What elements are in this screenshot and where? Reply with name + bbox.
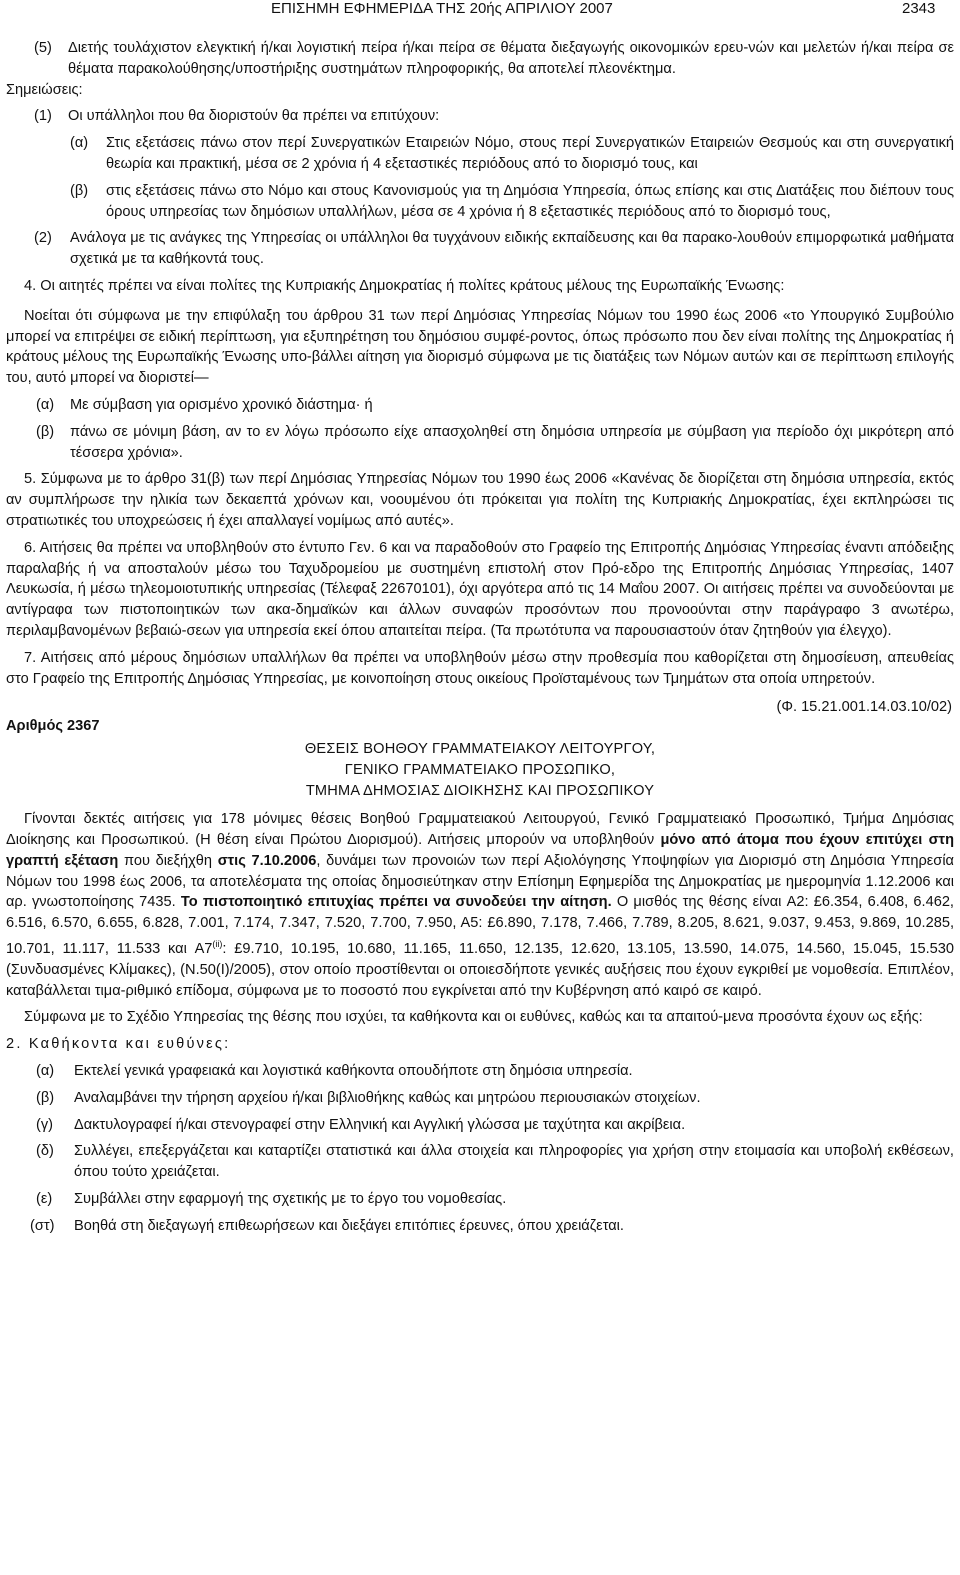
notice-p1-f: Το πιστοποιητικό επιτυχίας πρέπει να συνοδεύει την αίτηση. <box>180 894 612 911</box>
section-4-a <box>6 395 954 416</box>
notice-p1-h: : £9.710, 10.195, 10.680, 11.165, 11.650, 12.135, 12.620, 13.105, 13.590, 14.075, 14.560, 15.045, 15.530 (Συνδυασμένες Κλίμακες), (Ν.50(I)/2005), στον οποίο προστίθενται οι οποιεσδήποτε γενικές αυξήσεις που έχουν εγκριθεί με νομοθεσία. Επιπλέον, καταβάλλεται τιμα-ριθμικό επίδομα, σύμφωνα με το ποσοστό που εγκρίνεται από την Κυβέρνηση από καιρό σε καιρό. <box>6 940 954 999</box>
notice-p1-e: , δυνάμει των προνοιών των περί Αξιολόγησης Υποψηφίων για Διορισμό στη Δημόσια Υπηρεσία Νόμων του 1998 έως 2006, τα αποτελέσματα της οποίας δημοσιεύτηκαν στην Επίσημη Εφημερίδα της Δημοκρατίας με ημερομηνία 1.12.2006 και αρ. γνωστοποίησης 7435. <box>6 852 954 911</box>
notice-heading-line-1: ΘΕΣΕΙΣ ΒΟΗΘΟΥ ΓΡΑΜΜΑΤΕΙΑΚΟΥ ΛΕΙΤΟΥΡΓΟΥ, <box>304 740 656 757</box>
section-4-text: 4. Οι αιτητές πρέπει να είναι πολίτες της Κυπριακής Δημοκρατίας ή πολίτες κράτους μέλους της Ευρωπαϊκής Ένωσης: <box>24 277 785 294</box>
duties-list <box>6 1061 954 1237</box>
section-4-b-text: πάνω σε μόνιμη βάση, αν το εν λόγω πρόσωπο είχε απασχοληθεί στη δημόσια υπηρεσία με σύμβαση για περίοδο όχι μικρότερη από τέσσερα χρόνια». <box>70 423 954 461</box>
item-5 <box>6 38 954 80</box>
duty-item-marker: (ε) <box>36 1190 53 1207</box>
page-header <box>0 0 960 22</box>
duty-item <box>6 1189 954 1210</box>
section-7-text: 7. Αιτήσεις από μέρους δημόσιων υπαλλήλων θα πρέπει να υποβληθούν μέσω στην προθεσμία που καθορίζεται στη δημοσίευση, απευθείας στο Γραφείο της Επιτροπής Δημόσιας Υπηρεσίας, με κοινοποίηση στους οικείους Προϊσταμένους των Τμημάτων στα οποία υπηρετούν. <box>6 649 954 687</box>
page-body <box>6 38 954 1237</box>
duty-item-text: Αναλαμβάνει την τήρηση αρχείου ή/και βιβλιοθήκης καθώς και μητρώου περιουσιακών στοιχείων. <box>74 1089 701 1106</box>
duty-item <box>6 1061 954 1082</box>
duty-item-marker: (στ) <box>30 1217 55 1234</box>
notice-heading-line-2: ΓΕΝΙΚΟ ΓΡΑΜΜΑΤΕΙΑΚΟ ΠΡΟΣΩΠΙΚΟ, <box>344 761 616 778</box>
duty-item-text: Εκτελεί γενικά γραφειακά και λογιστικά καθήκοντα οπουδήποτε στη δημόσια υπηρεσία. <box>74 1062 633 1079</box>
section-4-a-marker: (α) <box>36 396 55 413</box>
notice-paragraph-2: Σύμφωνα με το Σχέδιο Υπηρεσίας της θέσης που ισχύει, τα καθήκοντα και οι ευθύνες, καθώς και τα απαιτού-μενα προσόντα έχουν ως εξής: <box>24 1009 923 1026</box>
notice-p1-b: μόνο από άτομα που έχουν επιτύχει στη γραπτή εξέταση <box>6 832 954 869</box>
section-4-b <box>6 422 954 464</box>
item-5-text: Διετής τουλάχιστον ελεγκτική ή/και λογιστική πείρα ή/και πείρα σε θέματα διεξαγωγής οικονομικών ερευ-νών και μελετών ή/και πείρα σε θέματα παρακολούθησης/υποστήριξης συστημάτων πληροφορικής, θα αποτελεί πλεονέκτημα. <box>68 40 954 77</box>
section-4-proviso: Νοείται ότι σύμφωνα με την επιφύλαξη του άρθρου 31 των περί Δημόσιας Υπηρεσίας Νόμων του 1990 έως 2006 «το Υπουργικό Συμβούλιο μπορεί να επιτρέψει σε ειδική περίπτωση, για εξυπηρέτηση του δημόσιου συμφέ-ροντος, όπως πρόσωπο που δεν είναι πολίτης της Δημοκρατίας ή κράτους μέλους της Ευρωπαϊκής Ένωσης υπο-βάλλει αίτηση για διορισμό σύμφωνα με τις διατάξεις των Νόμων αυτών και σε περίπτωση επιλογής του, αυτό μπορεί να διοριστεί— <box>6 307 954 387</box>
notice-number: Αριθμός 2367 <box>6 718 100 735</box>
duty-item-text: Δακτυλογραφεί ή/και στενογραφεί στην Ελληνική και Αγγλική γλώσσα με ταχύτητα και ακρίβεια. <box>74 1116 686 1133</box>
note-1a-marker: (α) <box>70 135 89 152</box>
duty-item <box>6 1216 954 1237</box>
duty-item-text: Συλλέγει, επεξεργάζεται και καταρτίζει στατιστικά και άλλα στοιχεία και πληροφορίες για χρήση στην ετοιμασία και υποβολή εκθέσεων, όπου τούτο χρειάζεται. <box>74 1143 954 1181</box>
duty-item <box>6 1115 954 1136</box>
notes-label: Σημειώσεις: <box>6 81 83 98</box>
duty-item-text: Βοηθά στη διεξαγωγή επιθεωρήσεων και διεξάγει επιτόπιες έρευνες, όπου χρειάζεται. <box>74 1217 624 1234</box>
notice-p1-d: στις 7.10.2006 <box>217 852 317 869</box>
duty-item <box>6 1141 954 1183</box>
notice-heading-line-3: ΤΜΗΜΑ ΔΗΜΟΣΙΑΣ ΔΙΟΙΚΗΣΗΣ ΚΑΙ ΠΡΟΣΩΠΙΚΟΥ <box>305 782 655 799</box>
note-2-text: Ανάλογα με τις ανάγκες της Υπηρεσίας οι υπάλληλοι θα τυγχάνουν ειδικής εκπαίδευσης και θα παρακο-λουθούν επιμορφωτικά μαθήματα σχετικά με τα καθήκοντά τους. <box>70 230 954 268</box>
notice-p1-c: που διεξήχθη <box>118 852 218 869</box>
note-1a <box>6 133 954 175</box>
note-1a-text: Στις εξετάσεις πάνω στον περί Συνεργατικών Εταιρειών Νόμο, στους περί Συνεργατικών Εταιρειών Θεσμούς και στη συνεργατική θεωρία και πρακτική, μέσα σε 2 χρόνια ή 4 εξεταστικές περιόδους από το διορισμό τους, και <box>106 135 954 172</box>
duty-item-marker: (α) <box>36 1062 55 1079</box>
section-6-text: 6. Αιτήσεις θα πρέπει να υποβληθούν στο έντυπο Γεν. 6 και να παραδοθούν στο Γραφείο της Επιτροπής Δημόσιας Υπηρεσίας έναντι απόδειξης παραλαβής ή να αποσταλούν μέσω του Ταχυδρομείου με συστημένη επιστολή στον Πρό-εδρο της Επιτροπής Δημόσιας Υπηρεσίας, 1407 Λευκωσία, ή μέσω τηλεομοιοτυπικής υπηρεσίας (Τέλεφαξ 22670101), όχι αργότερα από τις 14 Μαΐου 2007. Οι αιτήσεις πρέπει να συνοδεύονται με αντίγραφα των πιστοποιητικών των ακα-δημαϊκών και άλλων συναφών προσόντων που προνοούνται στην παράγραφο 3 ανωτέρω, περιλαμβανομένων βεβαιώ-σεων για υπηρεσία εκεί όπου απαιτείται πείρα. (Τα πρωτότυπα να παρουσιαστούν όταν ζητηθούν για έλεγχο). <box>6 539 954 639</box>
page-number: 2343 <box>902 0 936 17</box>
duty-item-text: Συμβάλλει στην εφαρμογή της σχετικής με το έργο του νομοθεσίας. <box>74 1190 507 1207</box>
item-5-marker: (5) <box>34 40 52 56</box>
duties-title: 2. Καθήκοντα και ευθύνες: <box>6 1036 231 1053</box>
gazette-title: ΕΠΙΣΗΜΗ ΕΦΗΜΕΡΙΔΑ ΤΗΣ 20ής ΑΠΡΙΛΙΟΥ 2007 <box>271 0 613 17</box>
notice-p1-sup: (ii) <box>212 939 223 950</box>
note-1-text: Οι υπάλληλοι που θα διοριστούν θα πρέπει να επιτύχουν: <box>68 108 440 125</box>
section-4-b-marker: (β) <box>36 423 55 440</box>
notice-paragraph-1 <box>6 809 954 1001</box>
section-5-text: 5. Σύμφωνα με το άρθρο 31(β) των περί Δημόσιας Υπηρεσίας Νόμων του 1990 έως 2006 «Κανένας δε διορίζεται στη δημόσια υπηρεσία, εκτός αν συμπλήρωσε την ηλικία των δεκαεπτά χρόνων και, νοουμένου ότι πρόκειται για πολίτη της Κυπριακής Δημοκρατίας, έχει εκπληρώσει τις στρατιωτικές του υποχρεώσεις ή έχει απαλλαγεί νομίμως από αυτές». <box>6 471 954 529</box>
notice-p1-g: Ο μισθός της θέσης είναι A2: £6.354, 6.408, 6.462, 6.516, 6.570, 6.655, 6.828, 7.001, 7.174, 7.347, 7.520, 7.700, 7.950, A5: £6.890, 7.178, 7.466, 7.789, 8.205, 8.621, 9.037, 9.453, 9.869, 10.285, 10.701, 11.117, 11.533 και A7 <box>6 894 954 957</box>
notice-heading <box>6 739 954 801</box>
note-1b-text: στις εξετάσεις πάνω στο Νόμο και στους Κανονισμούς για τη Δημόσια Υπηρεσία, όπως επίσης και στις Διατάξεις που διέπουν τους όρους υπηρεσίας των δημόσιων υπαλλήλων, μέσα σε 4 χρόνια ή 8 εξεταστικές περιόδους από το διορισμό τους, <box>106 182 954 220</box>
note-2 <box>6 228 954 270</box>
duty-item-marker: (γ) <box>36 1116 54 1133</box>
duty-item-marker: (β) <box>36 1089 55 1106</box>
note-2-marker: (2) <box>34 230 52 247</box>
duty-item <box>6 1088 954 1109</box>
note-1-marker: (1) <box>34 108 52 125</box>
notice-p1-a: Γίνονται δεκτές αιτήσεις για 178 μόνιμες θέσεις Βοηθού Γραμματειακού Λειτουργού, Γενικό Γραμματειακό Προσωπικό, Τμήμα Δημόσιας Διοίκησης και Προσωπικού. (Η θέση είναι Πρώτου Διορισμού). Αιτήσεις μπορούν να υποβληθούν <box>6 811 954 849</box>
reference-number: (Φ. 15.21.001.14.03.10/02) <box>776 699 952 716</box>
note-1 <box>6 106 954 127</box>
note-1b <box>6 181 954 223</box>
duty-item-marker: (δ) <box>36 1143 54 1160</box>
section-4-a-text: Με σύμβαση για ορισμένο χρονικό διάστημα· ή <box>70 396 373 413</box>
note-1b-marker: (β) <box>70 182 89 199</box>
